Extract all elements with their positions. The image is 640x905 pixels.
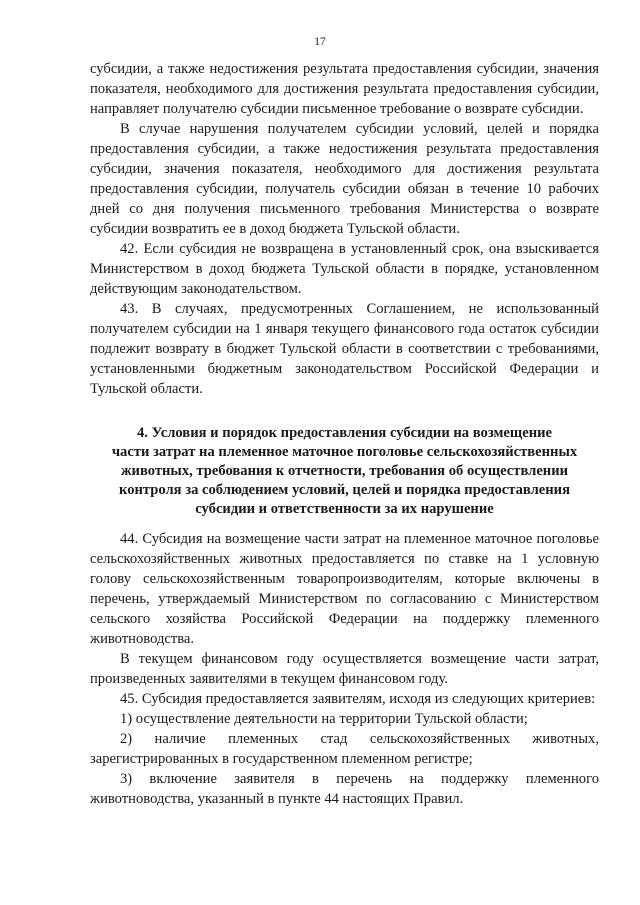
section-heading-line: субсидии и ответственности за их нарушение: [195, 501, 494, 517]
paragraph: В текущем финансовом году осуществляется возмещение части затрат, произведенных заявителями в текущем финансовом году.: [90, 651, 599, 687]
page-number: 17: [314, 36, 326, 48]
paragraph: 42. Если субсидия не возвращена в установленный срок, она взыскивается Министерством в доход бюджета Тульской области в порядке, установленном действующим законодательством.: [90, 241, 599, 297]
paragraph: 44. Субсидия на возмещение части затрат на племенное маточное поголовье сельскохозяйственных животных предоставляется по ставке на 1 условную голову сельскохозяйственным товаропроизводителям, которые включены в перечень, утверждаемый Министерством по согласованию с Министерством сельского хозяйства Российской Федерации на поддержку племенного животноводства.: [90, 531, 599, 647]
paragraph: 45. Субсидия предоставляется заявителям, исходя из следующих критериев:: [120, 691, 596, 707]
body-text-top: [90, 59, 599, 399]
paragraph: субсидии, а также недостижения результата предоставления субсидии, значения показателя, необходимого для достижения результата предоставления субсидии, направляет получателю субсидии письменное требование о возврате субсидии.: [90, 61, 599, 117]
section-heading-line: 4. Условия и порядок предоставления субсидии на возмещение: [136, 425, 553, 441]
paragraph: 2) наличие племенных стад сельскохозяйственных животных, зарегистрированных в государственном племенном регистре;: [90, 731, 599, 767]
paragraph: В случае нарушения получателем субсидии условий, целей и порядка предоставления субсидии, а также недостижения результата предоставления субсидии, значения показателя, необходимого для достижения результата предоставления субсидии, получатель субсидии обязан в течение 10 рабочих дней со дня получения письменного требования Министерства о возврате субсидии возвратить ее в доход бюджета Тульской области.: [90, 121, 599, 237]
section-heading-line: контроля за соблюдением условий, целей и порядка предоставления: [118, 482, 570, 498]
section-heading-line: животных, требования к отчетности, требования об осуществлении: [120, 463, 569, 479]
section-heading: [90, 424, 599, 519]
paragraph: 43. В случаях, предусмотренных Соглашением, не использованный получателем субсидии на 1 января текущего финансового года остаток субсидии подлежит возврату в бюджет Тульской области в соответствии с требованиями, установленными бюджетным законодательством Российской Федерации и Тульской области.: [90, 301, 599, 397]
section-heading-line: части затрат на племенное маточное поголовье сельскохозяйственных: [111, 444, 578, 460]
paragraph: 1) осуществление деятельности на территории Тульской области;: [120, 711, 528, 727]
body-text-bottom: [90, 529, 599, 809]
paragraph: 3) включение заявителя в перечень на поддержку племенного животноводства, указанный в пункте 44 настоящих Правил.: [90, 771, 599, 807]
